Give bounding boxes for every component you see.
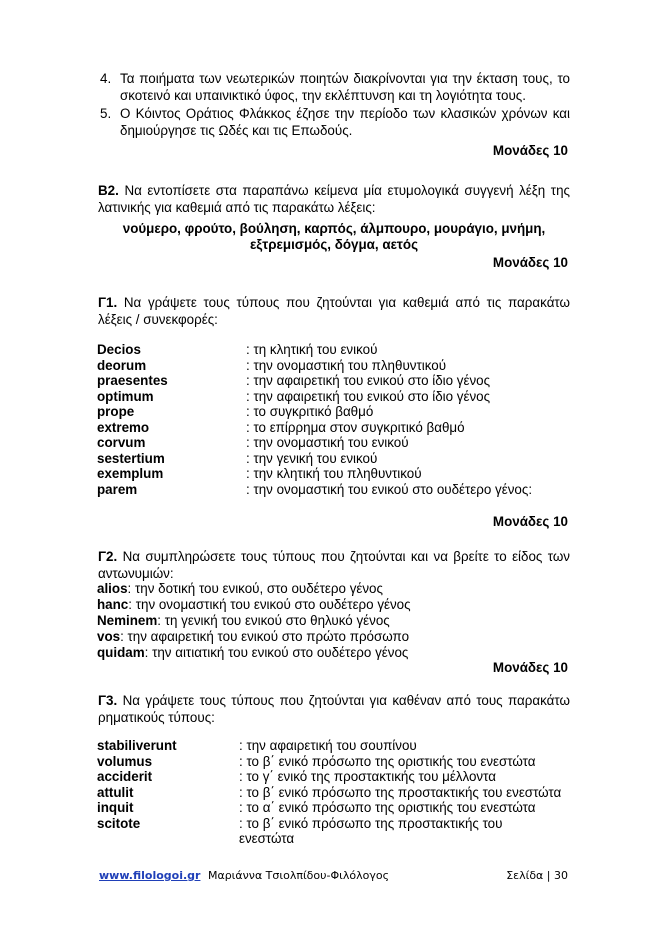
form-request: : την ονομαστική του ενικού στο ουδέτερο γένος: [246,481,533,497]
question-text: Να εντοπίσετε στα παραπάνω κείμενα μία ετυμολογικά συγγενή λέξη της λατινικής για καθεμιά από τις παρακάτω λέξεις: [98,183,570,215]
question-label: Γ2. [98,549,118,564]
latin-word: stabiliverunt [97,738,177,753]
form-request: : το β΄ ενικό πρόσωπο της προστακτικής του [239,815,503,831]
list-item [97,597,411,613]
question-label: Γ1. [98,295,118,310]
marks-label: Μονάδες 10 [492,514,568,529]
list-item [100,105,570,139]
list-item [97,581,383,597]
marks-label: Μονάδες 10 [492,255,568,270]
latin-word: sestertium [97,450,165,466]
list-number: 4. [100,71,112,86]
form-request: : το επίρρημα στον συγκριτικό βαθμό [246,419,465,435]
latin-word: deorum [97,357,147,373]
latin-word: extremo [97,419,150,435]
form-request: : την ονομαστική του ενικού στο ουδέτερο γένος [128,597,411,612]
word-list-line: νούμερο, φρούτο, βούληση, καρπός, άλμπουρο, μουράγιο, μνήμη, [122,221,546,236]
form-request: : την γενική του ενικού [246,450,378,466]
latin-word: alios [97,581,128,596]
form-request: : το γ΄ ενικό της προστακτικής του μέλλοντα [239,769,496,784]
form-request: : την αφαιρετική του ενικού στο ίδιο γένος [246,388,491,404]
list-text: Τα ποιήματα των νεωτερικών ποιητών διακρίνονται για την έκταση τους, το σκοτεινό και υπαινικτικό ύφος, την εκλέπτυνση και τη λογιότητα τους. [120,71,570,103]
form-request: : την αφαιρετική του ενικού στο ίδιο γένος [246,373,491,388]
g3-table [97,738,569,848]
latin-word: quidam [97,645,145,660]
question-b2 [98,183,570,216]
form-request: : την δοτική του ενικού, στο ουδέτερο γένος [127,581,383,596]
latin-word: Decios [97,342,141,357]
latin-word: parem [97,481,138,497]
latin-word: acciderit [97,769,153,784]
form-request: : την ονομαστική του ενικού [246,435,409,450]
word-list-line: εξτρεμισμός, δόγμα, αετός [249,237,419,252]
list-number: 5. [100,106,112,121]
form-request: : το α΄ ενικό πρόσωπο της οριστικής του ενεστώτα [239,800,536,815]
latin-word: volumus [97,753,153,769]
question-label: Γ3. [98,693,118,708]
page-number: Σελίδα | 30 [506,869,568,882]
list-item [100,70,570,104]
list-item [97,613,390,629]
form-request: : τη γενική του ενικού στο θηλυκό γένος [157,613,390,628]
latin-word: prope [97,404,135,419]
latin-word: exemplum [97,466,164,481]
site-link[interactable]: www.filologoi.gr [99,869,201,882]
form-request-continuation: ενεστώτα [239,831,295,846]
latin-word: vos [97,629,121,644]
form-request: : τη κλητική του ενικού [246,342,378,357]
question-g2 [98,549,570,582]
form-request: : την αφαιρετική του σουπίνου [239,738,417,753]
latin-word: optimum [97,388,154,404]
form-request: : το β΄ ενικό πρόσωπο της οριστικής του ενεστώτα [239,753,536,769]
latin-word: corvum [97,435,146,450]
question-text: Να γράψετε τους τύπους που ζητούνται για καθέναν από τους παρακάτω ρηματικούς τύπους: [98,693,570,725]
list-item [97,629,409,645]
form-request: : την αιτιατική του ενικού στο ουδέτερο γένος [144,645,409,660]
question-g3 [98,693,570,726]
form-request: : το συγκριτικό βαθμό [246,404,374,419]
marks-label: Μονάδες 10 [492,660,568,675]
latin-word: scitote [97,815,141,831]
footer-left [99,869,389,882]
latin-word: inquit [97,800,134,815]
footer-author: Μαριάννα Τσιολπίδου-Φιλόλογος [207,869,390,882]
question-g1 [98,295,570,328]
latin-word: attulit [97,784,134,800]
g1-table [97,342,577,502]
form-request: : την ονομαστική του πληθυντικού [246,357,447,373]
question-text: Να συμπληρώσετε τους τύπους που ζητούνται και να βρείτε το είδος των αντωνυμιών: [98,549,570,581]
latin-word: hanc [97,597,129,612]
form-request: : την αφαιρετική του ενικού στο πρώτο πρόσωπο [120,629,410,644]
list-text: Ο Κόιντος Οράτιος Φλάκκος έζησε την περίοδο των κλασικών χρόνων και δημιούργησε τις Ωδές και τις Επωδούς. [120,106,570,138]
marks-label: Μονάδες 10 [492,143,568,158]
form-request: : το β΄ ενικό πρόσωπο της προστακτικής του ενεστώτα [239,784,562,800]
form-request: : την κλητική του πληθυντικού [246,466,422,481]
question-label: Β2. [98,183,119,198]
latin-word: praesentes [97,373,168,388]
latin-word: Neminem [97,613,158,628]
question-text: Να γράψετε τους τύπους που ζητούνται για καθεμιά από τις παρακάτω λέξεις / συνεκφορές: [98,295,570,327]
g2-list [97,581,577,661]
list-item [97,645,408,661]
